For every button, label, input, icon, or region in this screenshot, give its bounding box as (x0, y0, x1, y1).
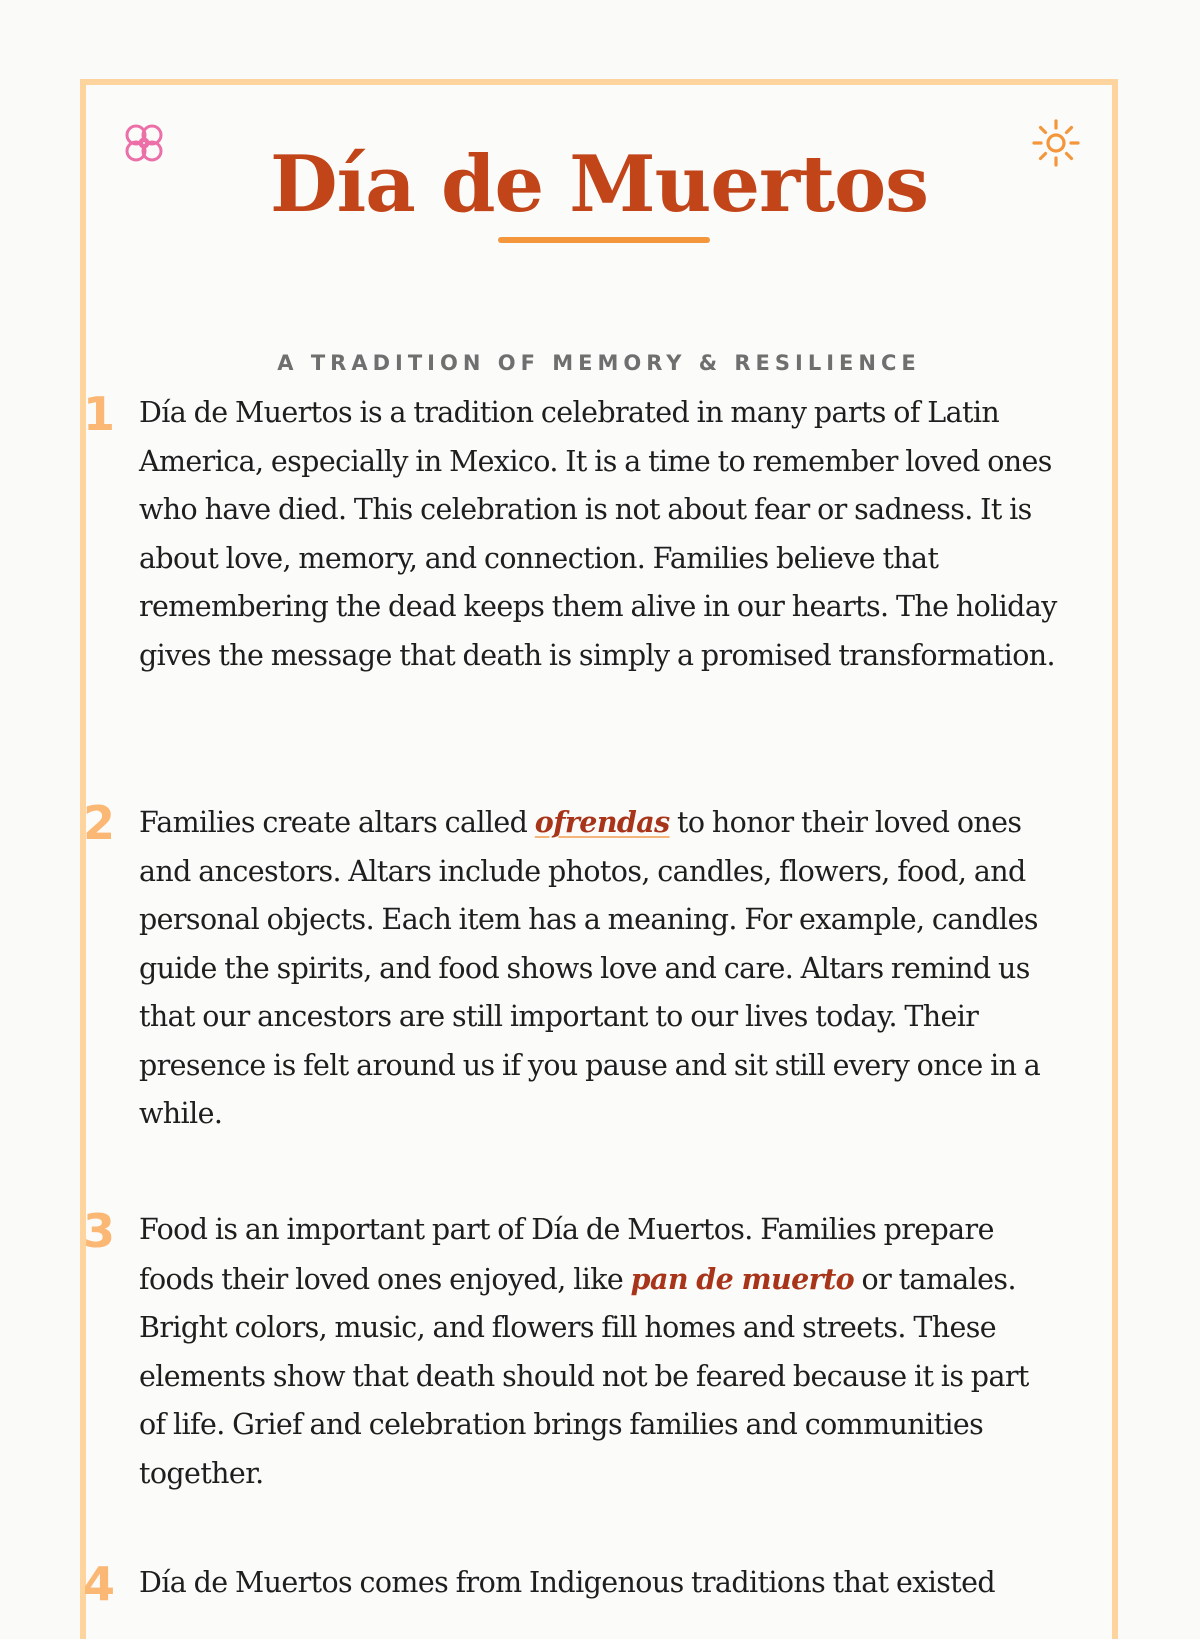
section-number: 3 (83, 1204, 116, 1258)
term-ofrendas: ofrendas (534, 805, 670, 839)
section-paragraph: Día de Muertos is a tradition celebrated in many parts of Latin America, especially in Mexico. It is a time to remember loved ones who have died. This celebration is not about fear or sadness. It is about love, memory, and connection. Families believe that remembering the dead keeps them alive in our hearts. The holiday gives the message that death is simply a promised transformation. (139, 396, 1057, 672)
section-paragraph: Día de Muertos comes from Indigenous traditions that existed (139, 1566, 996, 1599)
paragraph-text: or tamales. Bright colors, music, and flowers fill homes and streets. These elements show that death should not be feared because it is part of life. Grief and celebration brings families and communities together. (139, 1262, 1029, 1490)
paragraph-text: Food is an important part of Día de Muertos. Families prepare foods their loved ones enjoyed, like (139, 1213, 994, 1296)
section-paragraph (139, 798, 1059, 1139)
content-card (80, 79, 1118, 1639)
section-paragraph (139, 1206, 1059, 1498)
section-number: 2 (83, 796, 116, 850)
page-subtitle: A TRADITION OF MEMORY & RESILIENCE (277, 351, 921, 375)
section-number: 1 (83, 387, 116, 441)
term-pan-de-muerto: pan de muerto (630, 1261, 855, 1296)
paragraph-text: Families create altars called (139, 806, 535, 839)
page-title: Día de Muertos (269, 139, 929, 230)
paragraph-text: to honor their loved ones and ancestors. Altars include photos, candles, flowers, food, and personal objects. Each item has a meaning. For example, candles guide the spirits, and food shows love and care. Altars remind us that our ancestors are still important to our lives today. Their presence is felt around us if you pause and sit still every once in a while. (139, 806, 1041, 1130)
section-number: 4 (83, 1557, 116, 1611)
title-underline (498, 237, 710, 243)
